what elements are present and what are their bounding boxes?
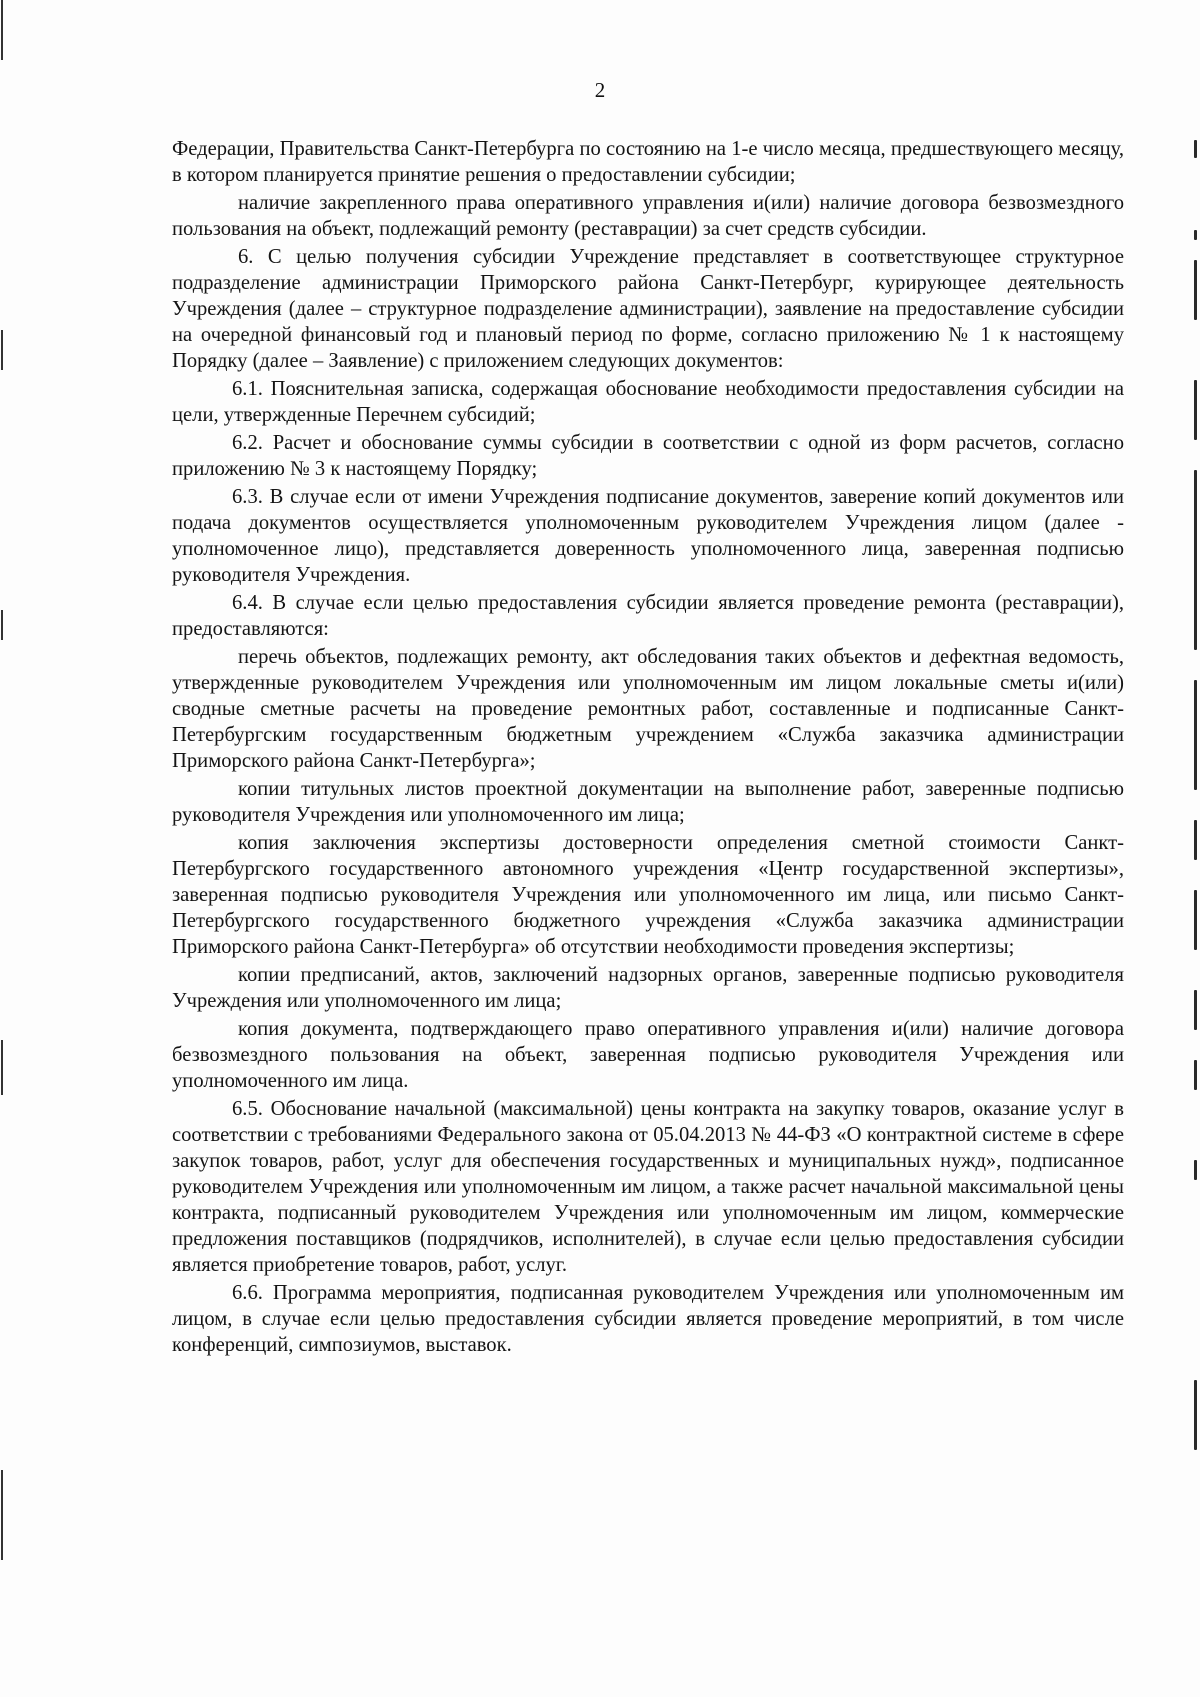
document-body [172,136,1124,1360]
paragraph: Федерации, Правительства Санкт-Петербурга по состоянию на 1-е число месяца, предшествующего месяцу, в котором планируется принятие решения о предоставлении субсидии; [172,138,1124,186]
paragraph: перечь объектов, подлежащих ремонту, акт обследования таких объектов и дефектная ведомость, утвержденные руководителем Учреждения или уполномоченным им лицом локальные сметы и(или) сводные сметные расчеты на проведение ремонтных работ, составленные и подписанные Санкт-Петербургским государственным бюджетным учреждением «Служба заказчика администрации Приморского района Санкт-Петербурга»; [172,646,1124,772]
paragraph: 6.6. Программа мероприятия, подписанная руководителем Учреждения или уполномоченным им лицом, в случае если целью предоставления субсидии является проведение мероприятий, в том числе конференций, симпозиумов, выставок. [172,1282,1124,1356]
scan-left-edge [0,0,6,1697]
paragraph: 6.5. Обоснование начальной (максимальной) цены контракта на закупку товаров, оказание услуг в соответствии с требованиями Федерального закона от 05.04.2013 № 44-ФЗ «О контрактной системе в сфере закупок товаров, работ, услуг для обеспечения государственных и муниципальных нужд», подписанное руководителем Учреждения или уполномоченным им лицом, а также расчет начальной максимальной цены контракта, подписанный руководителем Учреждения или уполномоченным им лицом, коммерческие предложения поставщиков (подрядчиков, исполнителей), в случае если целью предоставления субсидии является приобретение товаров, работ, услуг. [172,1098,1124,1276]
paragraph: копии титульных листов проектной документации на выполнение работ, заверенные подписью руководителя Учреждения или уполномоченного им лица; [172,778,1124,826]
paragraph: 6.2. Расчет и обоснование суммы субсидии в соответствии с одной из форм расчетов, согласно приложению № 3 к настоящему Порядку; [172,432,1124,480]
paragraph: копия заключения экспертизы достоверности определения сметной стоимости Санкт-Петербургского государственного автономного учреждения «Центр государственной экспертизы», заверенная подписью руководителя Учреждения или уполномоченного им лица, или письмо Санкт-Петербургского государственного бюджетного учреждения «Служба заказчика администрации Приморского района Санкт-Петербурга» об отсутствии необходимости проведения экспертизы; [172,832,1124,958]
paragraph: 6.1. Пояснительная записка, содержащая обоснование необходимости предоставления субсидии на цели, утвержденные Перечнем субсидий; [172,378,1124,426]
page-number: 2 [594,78,606,102]
paragraph: 6.4. В случае если целью предоставления субсидии является проведение ремонта (реставрации), предоставляются: [172,592,1124,640]
paragraph: наличие закрепленного права оперативного управления и(или) наличие договора безвозмездного пользования на объект, подлежащий ремонту (реставрации) за счет средств субсидии. [172,192,1124,240]
paragraph: 6. С целью получения субсидии Учреждение представляет в соответствующее структурное подразделение администрации Приморского района Санкт-Петербург, курирующее деятельность Учреждения (далее – структурное подразделение администрации), заявление на предоставление субсидии на очередной финансовый год и плановый период по форме, согласно приложению № 1 к настоящему Порядку (далее – Заявление) с приложением следующих документов: [172,246,1124,372]
scan-right-edge [1186,0,1200,1697]
paragraph: копии предписаний, актов, заключений надзорных органов, заверенные подписью руководителя Учреждения или уполномоченного им лица; [172,964,1124,1012]
paragraph: 6.3. В случае если от имени Учреждения подписание документов, заверение копий документов или подача документов осуществляется уполномоченным руководителем Учреждения лицом (далее - уполномоченное лицо), представляется доверенность уполномоченного лица, заверенная подписью руководителя Учреждения. [172,486,1124,586]
paragraph: копия документа, подтверждающего право оперативного управления и(или) наличие договора безвозмездного пользования на объект, заверенная подписью руководителя Учреждения или уполномоченного им лица. [172,1018,1124,1092]
